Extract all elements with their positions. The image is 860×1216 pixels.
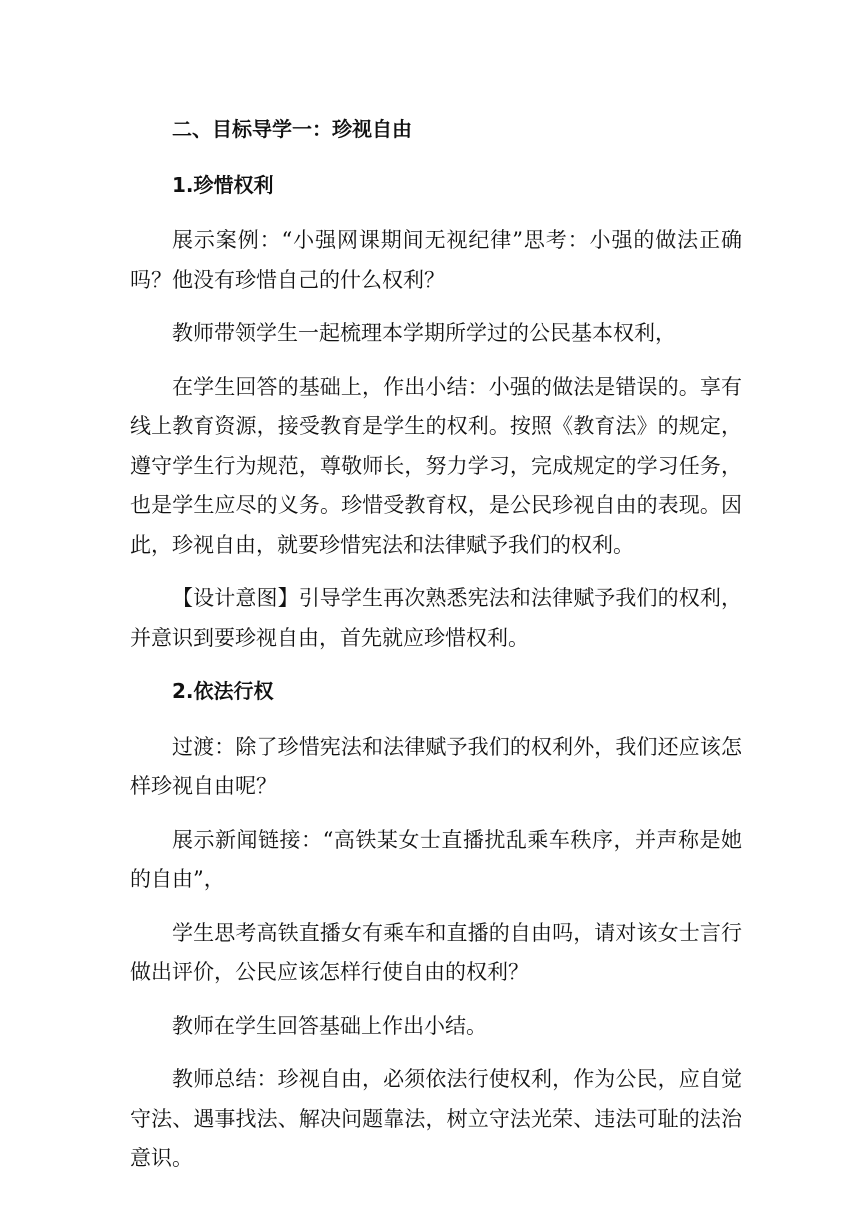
subsection-title-cherish-rights: 1.珍惜权利 bbox=[172, 172, 274, 197]
paragraph-news-link: 展示新闻链接：“高铁某女士直播扰乱乘车秩序，并声称是她的自由”， bbox=[130, 827, 742, 891]
paragraph-case-display: 展示案例：“小强网课期间无视纪律”思考：小强的做法正确吗？他没有珍惜自己的什么权利？ bbox=[130, 228, 742, 292]
paragraph-summary: 在学生回答的基础上，作出小结：小强的做法是错误的。享有线上教育资源，接受教育是学生的权利。按照《教育法》的规定，遵守学生行为规范，尊敬师长，努力学习，完成规定的学习任务，也是学生应尽的义务。珍惜受教育权，是公民珍视自由的表现。因此，珍视自由，就要珍惜宪法和法律赋予我们的权利。 bbox=[130, 374, 742, 557]
paragraph-teacher-review: 教师带领学生一起梳理本学期所学过的公民基本权利， bbox=[172, 321, 676, 345]
paragraph-design-intent: 【设计意图】引导学生再次熟悉宪法和法律赋予我们的权利，并意识到要珍视自由，首先就应珍惜权利。 bbox=[130, 586, 742, 650]
document-body bbox=[130, 110, 742, 1193]
paragraph-student-thinking: 学生思考高铁直播女有乘车和直播的自由吗，请对该女士言行做出评价，公民应该怎样行使自由的权利？ bbox=[130, 920, 742, 984]
subsection-title-exercise-rights: 2.依法行权 bbox=[172, 679, 274, 703]
paragraph-teacher-summary-note: 教师在学生回答基础上作出小结。 bbox=[172, 1013, 487, 1038]
paragraph-transition: 过渡：除了珍惜宪法和法律赋予我们的权利外，我们还应该怎样珍视自由呢？ bbox=[130, 734, 742, 798]
section-title: 二、目标导学一：珍视自由 bbox=[172, 117, 412, 141]
paragraph-teacher-conclusion: 教师总结：珍视自由，必须依法行使权利，作为公民，应自觉守法、遇事找法、解决问题靠法，树立守法光荣、违法可耻的法治意识。 bbox=[130, 1067, 742, 1170]
